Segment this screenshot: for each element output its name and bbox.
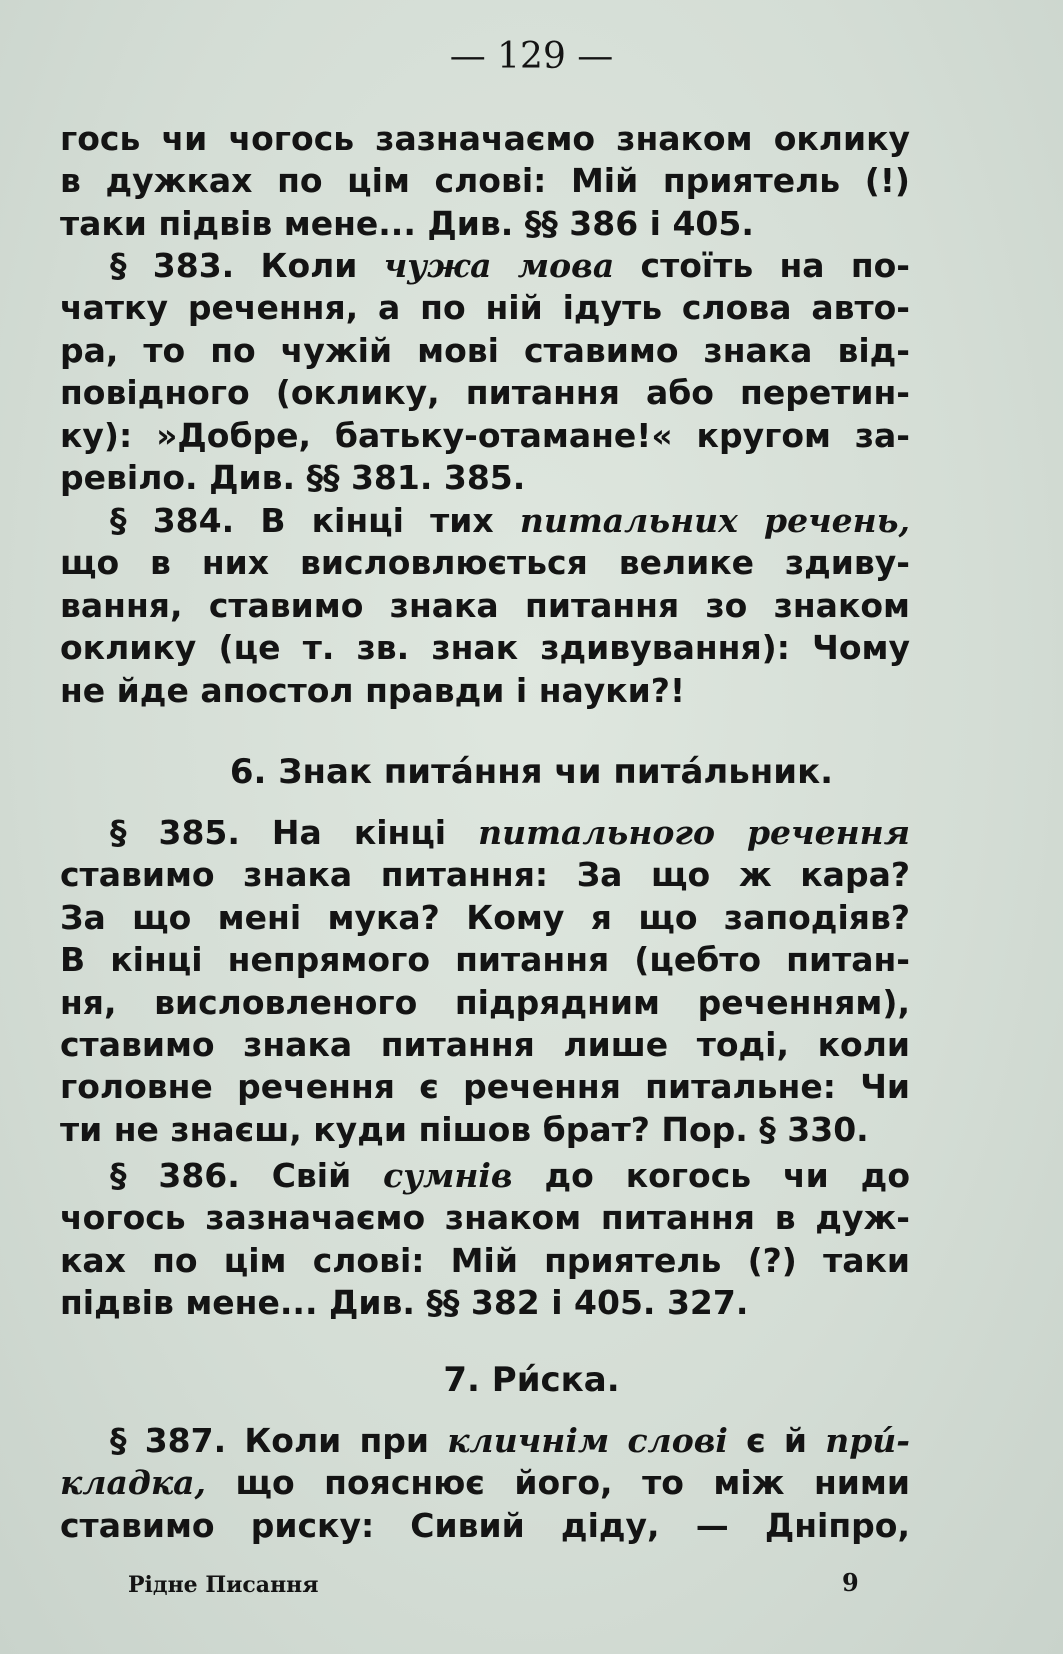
text-line: ках по цім слові: Мій приятель (?) таки (60, 1240, 910, 1280)
paragraph-387 (60, 1420, 910, 1547)
text-line: таки підвів мене... Див. §§ 386 і 405. (60, 203, 754, 243)
text-line: § 387. Коли при кличнім слові є й при́- (110, 1421, 910, 1460)
paragraph-385 (60, 812, 910, 1151)
text-line: ревіло. Див. §§ 381. 385. (60, 457, 526, 497)
section-heading-6: 6. Знак пита́ння чи пита́льник. (229, 752, 834, 792)
text-line: ставимо знака питання лише тоді, коли (60, 1024, 910, 1064)
book-title-footer: Рідне Писання (128, 1572, 319, 1598)
text-line: головне речення є речення питальне: Чи (60, 1067, 910, 1107)
paragraph-383 (60, 245, 910, 499)
text-line: ти не знаєш, куди пішов брат? Пор. § 330. (60, 1109, 869, 1149)
text-line: підвів мене... Див. §§ 382 і 405. 327. (60, 1283, 749, 1323)
text-line: ку): »Добре, батьку-отамане!« кругом за- (60, 415, 910, 455)
text-line: ня, висловленого підрядним реченням), (60, 982, 910, 1022)
text-line: чогось зазначаємо знаком питання в дуж- (60, 1198, 910, 1238)
text-line: За що мені мука? Кому я що заподіяв? (60, 897, 910, 937)
text-line: В кінці непрямого питання (цебто питан- (60, 940, 910, 980)
paragraph-continued (60, 118, 910, 245)
text-line: § 385. На кінці питального речення (110, 813, 910, 852)
text-line: що в них висловлюється велике здиву- (60, 543, 910, 583)
text-line: не йде апостол правди і науки?! (60, 670, 686, 710)
text-line: оклику (це т. зв. знак здивування): Чому (60, 628, 910, 668)
text-line: повідного (оклику, питання або перетин- (60, 373, 910, 413)
paragraph-384 (60, 500, 910, 712)
text-line: в дужках по цім слові: Мій приятель (!) (60, 161, 910, 201)
text-line: § 386. Свій сумнів до когось чи до (110, 1156, 910, 1195)
text-line: ставимо знака питання: За що ж кара? (60, 855, 910, 895)
text-line: чатку речення, а по ній ідуть слова авто- (60, 288, 910, 328)
page-number: — 129 — (449, 36, 614, 77)
text-line: ра, то по чужій мові ставимо знака від- (60, 330, 910, 370)
text-line: вання, ставимо знака питання зо знаком (60, 585, 910, 625)
section-heading-7: 7. Ри́ска. (443, 1360, 620, 1400)
text-line: гось чи чогось зазначаємо знаком оклику (60, 119, 910, 158)
paragraph-386 (60, 1155, 910, 1325)
text-line: § 383. Коли чужа мова стоїть на по- (110, 246, 911, 285)
text-line: § 384. В кінці тих питальних речень, (110, 501, 910, 540)
text-line: кладка, що пояснює його, то між ними (60, 1463, 910, 1503)
text-line: ставимо риску: Сивий діду, — Дніпро, (60, 1505, 910, 1545)
signature-mark: 9 (842, 1568, 859, 1597)
